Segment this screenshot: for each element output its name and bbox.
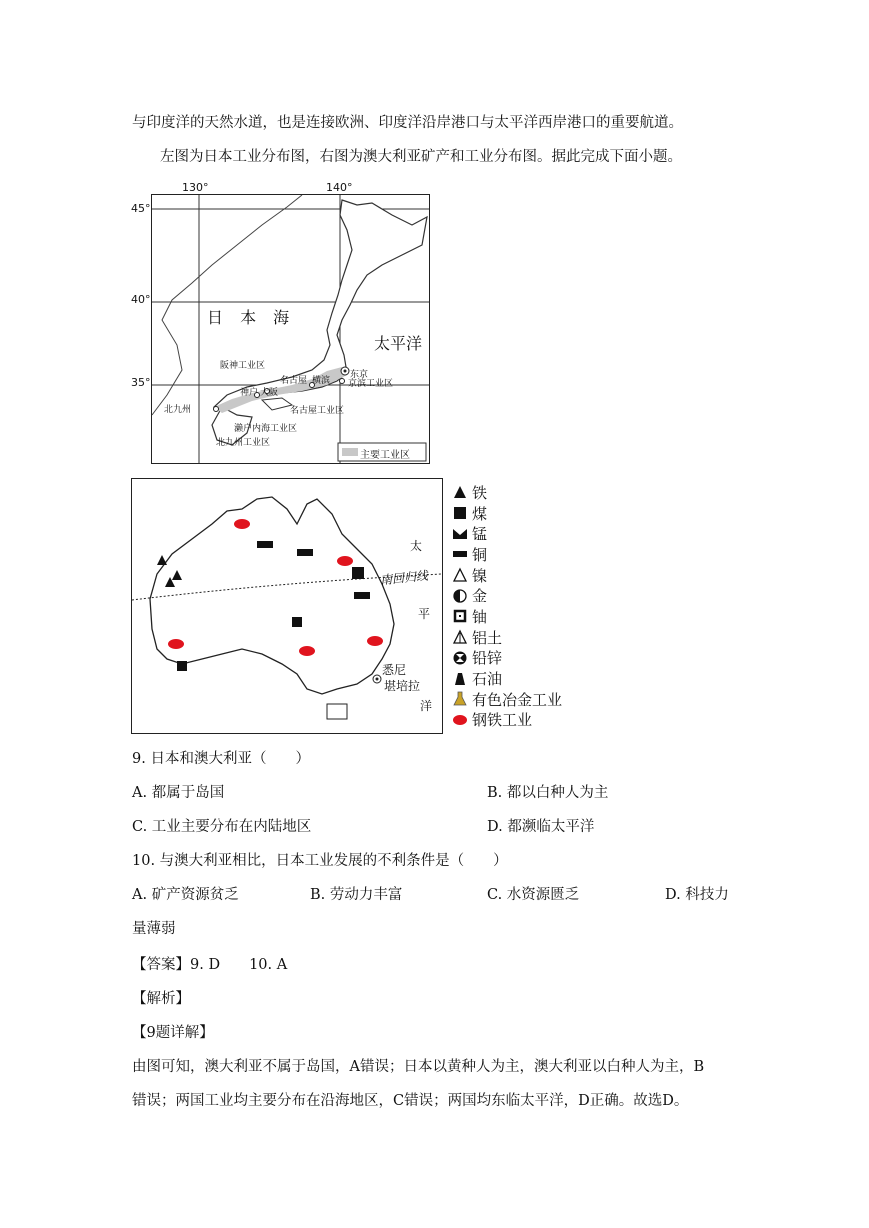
detail-line-2: 错误；两国工业均主要分布在沿海地区，C错误；两国均东临太平洋，D正确。故选D。 <box>132 1093 689 1109</box>
q9-option-a: A. 都属于岛国 <box>132 785 225 801</box>
ocean-char-2: 平 <box>418 607 431 621</box>
place-yokohama: 横滨 <box>312 376 331 386</box>
place-nagoya: 名古屋 <box>280 376 308 386</box>
map-legend-label: 主要工业区 <box>360 450 410 461</box>
triangle-icon <box>452 484 468 500</box>
square-icon <box>452 505 468 521</box>
australia-map <box>131 478 443 734</box>
oil-icon <box>452 671 468 687</box>
text-line-1: 与印度洋的天然水道，也是连接欧洲、印度洋沿岸港口与太平洋西岸港口的重要航道。 <box>132 115 683 131</box>
legend-item: 铝土 <box>452 627 562 648</box>
place-keihin: 京滨工业区 <box>348 379 394 389</box>
place-nagoya-zone: 名古屋工业区 <box>290 406 345 416</box>
answer-line: 【答案】9. D 10. A <box>132 957 288 973</box>
place-hanshin: 阪神工业区 <box>220 361 266 371</box>
japan-map <box>151 181 430 464</box>
text-line-2: 左图为日本工业分布图，右图为澳大利亚矿产和工业分布图。据此完成下面小题。 <box>160 149 682 165</box>
city-canberra: 堪培拉 <box>384 679 421 693</box>
place-kitakyushu-zone: 北九州工业区 <box>216 438 271 448</box>
place-kitakyushu: 北九州 <box>164 405 192 415</box>
place-tokyo: 东京 <box>350 370 369 380</box>
lat-label-40: 40° <box>131 293 151 306</box>
flask-icon <box>452 691 468 707</box>
half-circle-icon <box>452 588 468 604</box>
mineral-legend <box>452 482 562 730</box>
lon-label-130: 130° <box>182 181 209 194</box>
question-10-stem: 10. 与澳大利亚相比，日本工业发展的不利条件是（ ） <box>132 853 508 869</box>
legend-item: 镍 <box>452 565 562 586</box>
bar-icon <box>452 546 468 562</box>
lat-label-45: 45° <box>131 202 151 215</box>
q9-option-b: B. 都以白种人为主 <box>487 785 609 801</box>
place-osaka: 大阪 <box>260 388 279 398</box>
place-kobe: 神户 <box>240 388 259 398</box>
open-triangle-icon <box>452 567 468 583</box>
legend-item: 铅锌 <box>452 648 562 669</box>
dotted-square-icon <box>452 608 468 624</box>
q10-option-b: B. 劳动力丰富 <box>310 887 403 903</box>
q10-option-d-continued: 量薄弱 <box>132 921 176 937</box>
legend-item: 煤 <box>452 503 562 524</box>
legend-item: 铀 <box>452 606 562 627</box>
sea-label: 日 本 海 <box>207 308 296 327</box>
legend-item: 石油 <box>452 668 562 689</box>
legend-item: 钢铁工业 <box>452 710 562 731</box>
place-setouchi: 濑户内海工业区 <box>234 424 298 434</box>
legend-item: 有色冶金工业 <box>452 689 562 710</box>
ocean-char-3: 洋 <box>420 699 433 713</box>
q10-option-d: D. 科技力 <box>665 887 729 903</box>
striped-triangle-icon <box>452 629 468 645</box>
tropic-label: 南回归线 <box>379 568 429 588</box>
detail-line-1: 由图可知，澳大利亚不属于岛国，A错误；日本以黄种人为主，澳大利亚以白种人为主，B <box>132 1059 705 1075</box>
hourglass-circle-icon <box>452 650 468 666</box>
q10-option-a: A. 矿产资源贫乏 <box>132 887 239 903</box>
analysis-heading: 【解析】 <box>132 991 190 1007</box>
question-9-stem: 9. 日本和澳大利亚（ ） <box>132 751 310 767</box>
q9-option-d: D. 都濒临太平洋 <box>487 819 595 835</box>
q10-option-c: C. 水资源匮乏 <box>487 887 580 903</box>
manganese-icon <box>452 526 468 542</box>
ocean-label: 太平洋 <box>374 334 423 353</box>
legend-item: 锰 <box>452 523 562 544</box>
q9-option-c: C. 工业主要分布在内陆地区 <box>132 819 312 835</box>
city-sydney: 悉尼 <box>382 663 407 677</box>
legend-item: 铜 <box>452 544 562 565</box>
lat-label-35: 35° <box>131 376 151 389</box>
legend-item: 金 <box>452 585 562 606</box>
red-oval-icon <box>452 712 468 728</box>
legend-item: 铁 <box>452 482 562 503</box>
detail-heading: 【9题详解】 <box>132 1025 214 1041</box>
ocean-char-1: 太 <box>410 539 423 553</box>
lon-label-140: 140° <box>326 181 353 194</box>
